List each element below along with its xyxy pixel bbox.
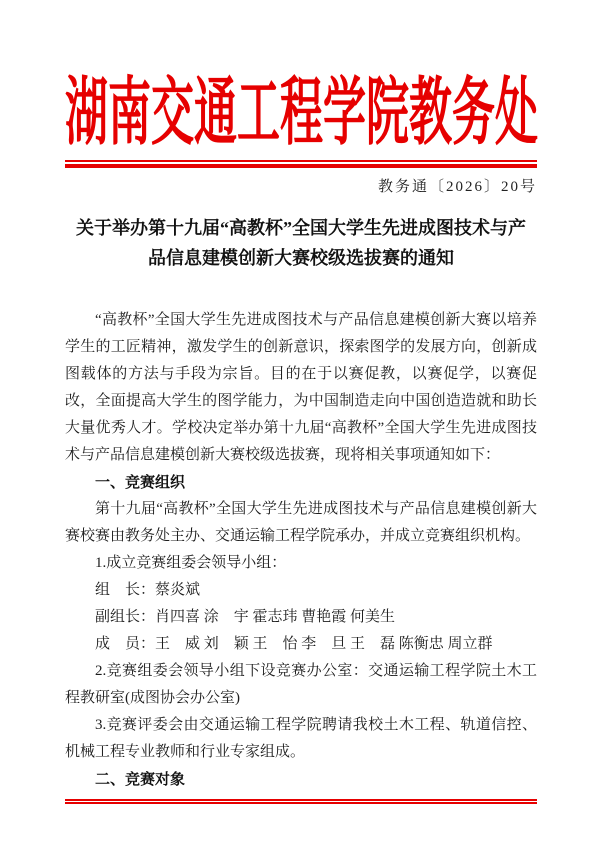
masthead-title: 湖南交通工程学院教务处 — [65, 73, 538, 155]
notice-title — [65, 213, 537, 273]
list-item-2: 2.竞赛组委会领导小组下设竞赛办公室：交通运输工程学院土木工程教研室(成图协会办公室) — [65, 663, 537, 706]
document-body — [65, 307, 537, 793]
roster-line-leader: 组 长：蔡炎斌 — [95, 582, 201, 598]
intro-paragraph: “高教杯”全国大学生先进成图技术与产品信息建模创新大赛以培养学生的工匠精神，激发学生的创新意识，探索图学的发展方向，创新成图载体的方法与手段为宗旨。目的在于以赛促教，以赛促学，以赛促改，全面提高大学生的图学能力，为中国制造走向中国创造造就和助长大量优秀人才。学校决定举办第十九届“高教杯”全国大学生先进成图技术与产品信息建模创新大赛校级选拔赛，现将相关事项通知如下： — [65, 312, 537, 463]
doc-number: 教务通〔2026〕20号 — [377, 179, 537, 195]
notice-title-line-1: 关于举办第十九届“高教杯”全国大学生先进成图技术与产 — [76, 218, 526, 238]
masthead-divider — [65, 160, 537, 168]
section-1-intro-paragraph: 第十九届“高教杯”全国大学生先进成图技术与产品信息建模创新大赛校赛由教务处主办、交通运输工程学院承办，并成立竞赛组织机构。 — [65, 501, 537, 544]
list-item-1: 1.成立竞赛组委会领导小组： — [95, 555, 287, 571]
section-1-heading: 一、竞赛组织 — [95, 474, 186, 491]
notice-title-line-2: 品信息建模创新大赛校级选拔赛的通知 — [148, 248, 454, 268]
roster-line-members: 成 员：王 威 刘 颖 王 怡 李 旦 王 磊 陈衡忠 周立群 — [95, 636, 493, 652]
footer-divider — [65, 799, 537, 804]
list-item-3: 3.竞赛评委会由交通运输工程学院聘请我校土木工程、轨道信控、机械工程专业教师和行业专家组成。 — [65, 717, 537, 760]
roster-line-deputy-leaders: 副组长：肖四喜 涂 宇 霍志玮 曹艳霞 何美生 — [95, 609, 396, 625]
section-2-heading: 二、竞赛对象 — [95, 771, 186, 788]
